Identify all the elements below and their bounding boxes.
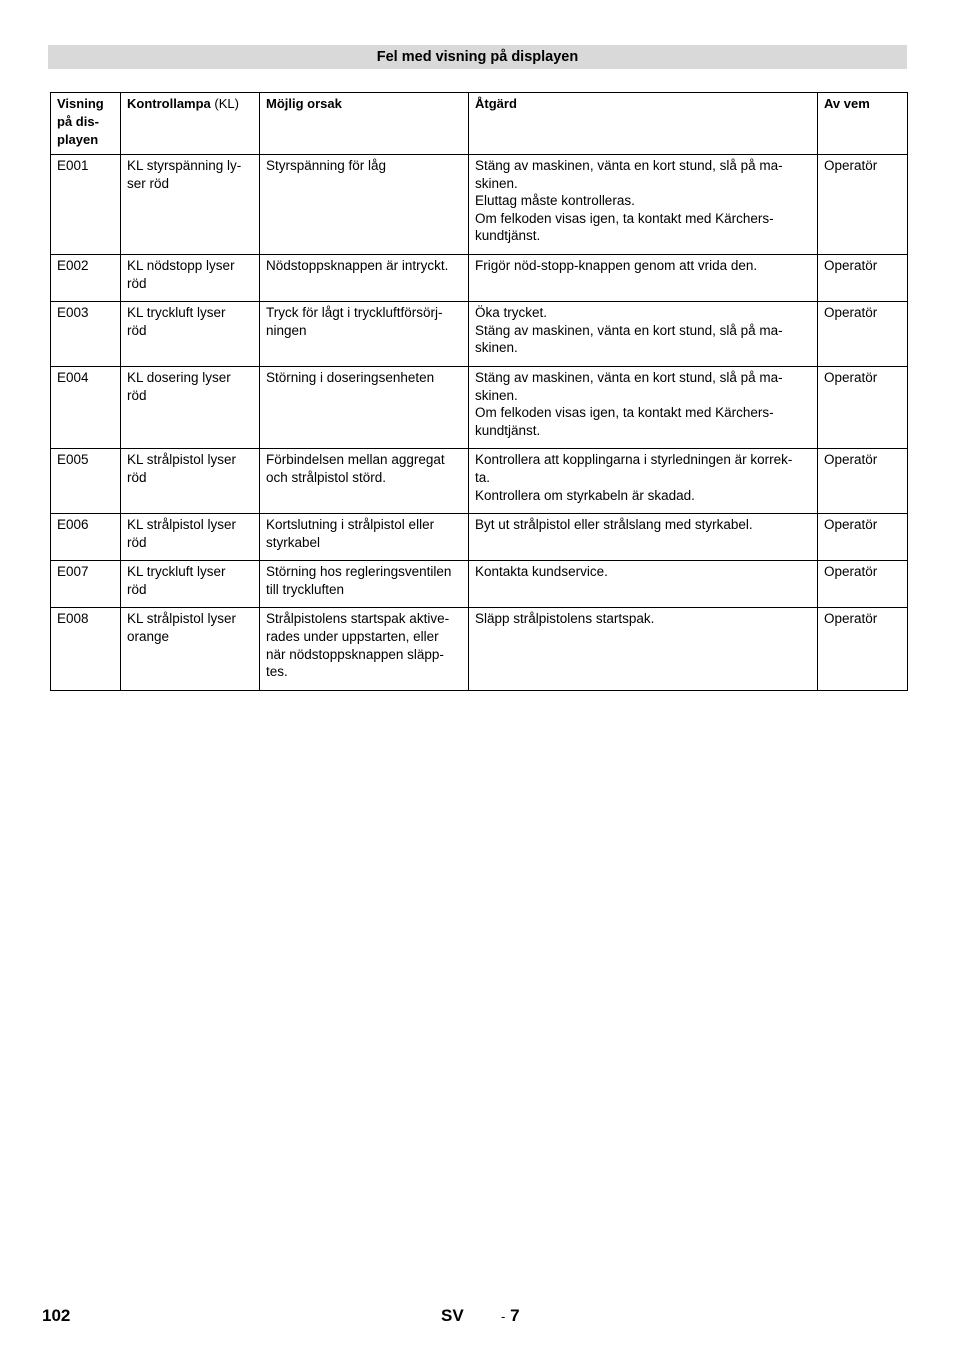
error-code-cell: E002 — [51, 254, 121, 301]
action-line: Kontrollera att kopplingarna i styrledningen är korrek- — [475, 452, 793, 468]
table-row — [51, 302, 908, 367]
indicator-lamp-line: ser röd — [127, 175, 170, 191]
cause-line: Strålpistolens startspak aktive- — [266, 611, 450, 627]
indicator-lamp-line: KL strålpistol lyser — [127, 452, 237, 468]
error-code-cell: E007 — [51, 561, 121, 608]
error-code-cell: E008 — [51, 608, 121, 690]
header-cause: Möjlig orsak — [260, 93, 469, 155]
cause-line: Kortslutning i strålpistol eller — [266, 517, 435, 533]
action-line: Kontrollera om styrkabeln är skadad. — [475, 487, 695, 503]
table-row — [51, 155, 908, 255]
responsible-cell: Operatör — [818, 449, 908, 514]
cause-line: när nödstoppsknappen släpp- — [266, 646, 444, 662]
page-number: 102 — [42, 1306, 71, 1325]
action-line: Frigör nöd-stopp-knappen genom att vrida den. — [475, 257, 758, 273]
responsible-cell: Operatör — [818, 608, 908, 690]
indicator-lamp-cell — [121, 155, 260, 255]
indicator-lamp-line: röd — [127, 469, 147, 485]
cause-line: till tryckluften — [266, 581, 345, 597]
table-row — [51, 254, 908, 301]
action-line: skinen. — [475, 387, 518, 403]
cause-line: styrkabel — [266, 534, 321, 550]
action-cell — [469, 561, 818, 608]
error-code-cell: E006 — [51, 514, 121, 561]
cause-line: Störning i doseringsenheten — [266, 369, 435, 385]
cause-line: ningen — [266, 322, 307, 338]
cause-line: Tryck för lågt i tryckluftförsörj- — [266, 305, 443, 321]
table-row — [51, 514, 908, 561]
action-line: Släpp strålpistolens startspak. — [475, 611, 655, 627]
cause-line: Nödstoppsknappen är intryckt. — [266, 257, 449, 273]
cause-cell — [260, 514, 469, 561]
responsible-cell: Operatör — [818, 514, 908, 561]
error-code-cell: E003 — [51, 302, 121, 367]
indicator-lamp-line: röd — [127, 534, 147, 550]
indicator-lamp-cell — [121, 561, 260, 608]
table-row — [51, 366, 908, 448]
table-row — [51, 561, 908, 608]
header-lamp — [121, 93, 260, 155]
action-cell — [469, 608, 818, 690]
indicator-lamp-line: röd — [127, 275, 147, 291]
error-code-cell: E001 — [51, 155, 121, 255]
cause-cell — [260, 366, 469, 448]
indicator-lamp-line: KL strålpistol lyser — [127, 517, 237, 533]
sub-page-dash: - — [501, 1309, 506, 1324]
cause-cell — [260, 449, 469, 514]
action-line: Stäng av maskinen, vänta en kort stund, slå på ma- — [475, 158, 783, 173]
cause-line: tes. — [266, 664, 288, 680]
header-display-line: på dis- — [57, 114, 99, 129]
table-row — [51, 608, 908, 690]
header-display-line: playen — [57, 132, 99, 147]
indicator-lamp-line: röd — [127, 581, 147, 597]
responsible-cell: Operatör — [818, 366, 908, 448]
action-cell — [469, 514, 818, 561]
header-by: Av vem — [818, 93, 908, 155]
indicator-lamp-line: KL tryckluft lyser — [127, 564, 226, 580]
responsible-cell: Operatör — [818, 254, 908, 301]
header-lamp-abbrev: (KL) — [214, 96, 239, 111]
sub-page-number — [501, 1306, 520, 1326]
table-row — [51, 449, 908, 514]
cause-cell — [260, 155, 469, 255]
cause-cell — [260, 254, 469, 301]
action-line: Stäng av maskinen, vänta en kort stund, slå på ma- — [475, 369, 783, 385]
indicator-lamp-cell — [121, 449, 260, 514]
error-code-cell: E004 — [51, 366, 121, 448]
section-title: Fel med visning på displayen — [48, 45, 907, 69]
language-code: SV — [441, 1306, 464, 1325]
table-header-row — [51, 93, 908, 155]
indicator-lamp-line: KL strålpistol lyser — [127, 611, 237, 627]
indicator-lamp-line: KL styrspänning ly- — [127, 158, 242, 173]
error-table — [50, 92, 908, 691]
action-line: Om felkoden visas igen, ta kontakt med Kärchers- — [475, 210, 774, 226]
header-display-line: Visning — [57, 96, 104, 111]
indicator-lamp-cell — [121, 302, 260, 367]
indicator-lamp-line: KL nödstopp lyser — [127, 257, 235, 273]
action-cell — [469, 254, 818, 301]
indicator-lamp-line: KL dosering lyser — [127, 369, 231, 385]
responsible-cell: Operatör — [818, 302, 908, 367]
action-line: Stäng av maskinen, vänta en kort stund, slå på ma- — [475, 322, 783, 338]
responsible-cell: Operatör — [818, 561, 908, 608]
cause-cell — [260, 608, 469, 690]
cause-line: Styrspänning för låg — [266, 158, 387, 173]
error-code-cell: E005 — [51, 449, 121, 514]
cause-line: rades under uppstarten, eller — [266, 629, 439, 645]
sub-page-value: 7 — [510, 1306, 520, 1325]
header-display — [51, 93, 121, 155]
action-line: kundtjänst. — [475, 228, 541, 244]
action-line: ta. — [475, 469, 491, 485]
action-cell — [469, 449, 818, 514]
header-lamp-bold: Kontrollampa — [127, 96, 211, 111]
action-cell — [469, 366, 818, 448]
indicator-lamp-line: röd — [127, 322, 147, 338]
cause-line: Störning hos regleringsventilen — [266, 564, 452, 580]
action-line: Byt ut strålpistol eller strålslang med styrkabel. — [475, 517, 753, 533]
action-line: Kontakta kundservice. — [475, 564, 608, 580]
action-line: skinen. — [475, 340, 518, 356]
action-line: Eluttag måste kontrolleras. — [475, 193, 635, 209]
action-line: skinen. — [475, 175, 518, 191]
cause-line: Förbindelsen mellan aggregat — [266, 452, 445, 468]
cause-cell — [260, 302, 469, 367]
indicator-lamp-cell — [121, 608, 260, 690]
cause-cell — [260, 561, 469, 608]
responsible-cell: Operatör — [818, 155, 908, 255]
action-line: Öka trycket. — [475, 305, 548, 321]
header-action: Åtgärd — [469, 93, 818, 155]
indicator-lamp-cell — [121, 514, 260, 561]
indicator-lamp-line: röd — [127, 387, 147, 403]
indicator-lamp-line: KL tryckluft lyser — [127, 305, 226, 321]
indicator-lamp-cell — [121, 254, 260, 301]
action-cell — [469, 302, 818, 367]
action-cell — [469, 155, 818, 255]
cause-line: och strålpistol störd. — [266, 469, 387, 485]
action-line: Om felkoden visas igen, ta kontakt med Kärchers- — [475, 405, 774, 421]
indicator-lamp-line: orange — [127, 629, 170, 645]
indicator-lamp-cell — [121, 366, 260, 448]
action-line: kundtjänst. — [475, 422, 541, 438]
